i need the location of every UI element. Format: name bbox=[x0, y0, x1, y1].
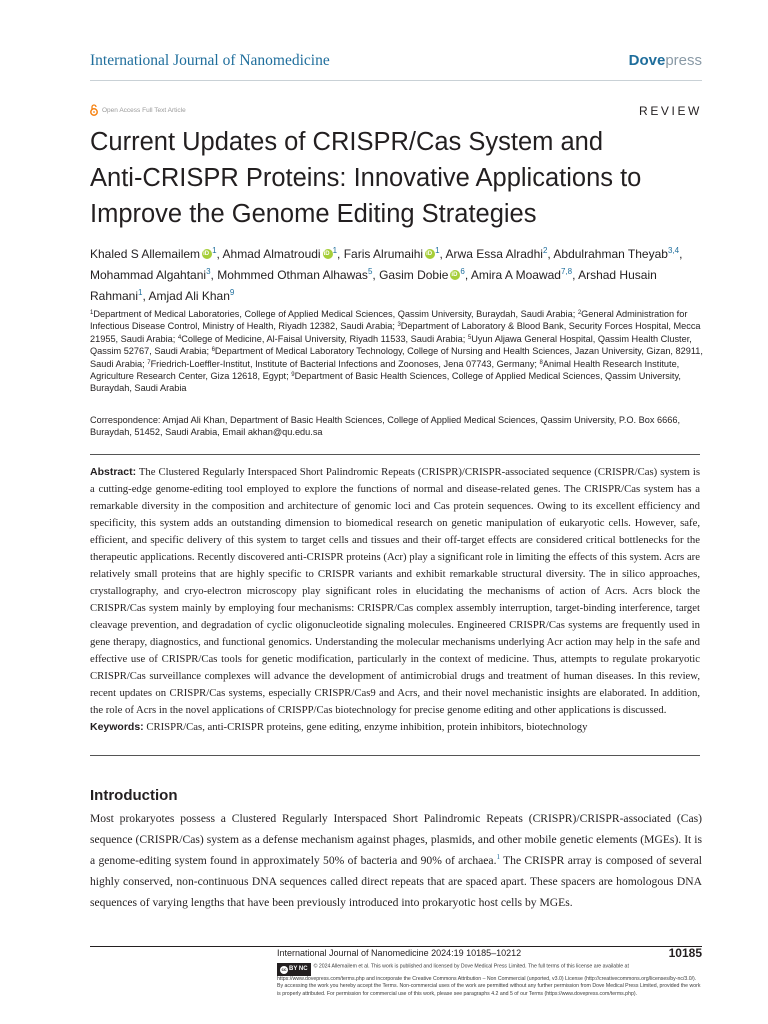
affiliation-text: Uyun Aljawa General Hospital, Qassim Health Cluster, Qassim 52767, Saudi Arabia; bbox=[90, 333, 692, 357]
abstract-section bbox=[90, 454, 700, 736]
affiliation-number: 1 bbox=[90, 310, 94, 316]
abstract bbox=[90, 464, 700, 719]
author-entry: Mohmmed Othman Alhawas$^5$, bbox=[217, 267, 380, 282]
author-affiliation-ref: 9 bbox=[229, 288, 235, 297]
author-entry: Arshad Husain Rahmani$^1$, bbox=[90, 268, 657, 303]
affiliation-number: 2 bbox=[577, 310, 582, 316]
affiliation-number: 9 bbox=[291, 372, 295, 379]
author-name[interactable]: Faris Alrumaihi bbox=[343, 247, 424, 261]
journal-name[interactable]: International Journal of Nanomedicine bbox=[90, 52, 330, 69]
author-name[interactable]: Mohmmed Othman Alhawas bbox=[217, 268, 368, 282]
author-affiliation-ref: 1 bbox=[332, 246, 338, 255]
open-access-icon bbox=[90, 104, 98, 116]
author-name[interactable]: Amira A Moawad bbox=[470, 268, 561, 282]
cc-badge-label: BY NC bbox=[289, 965, 308, 972]
author-affiliation-ref: 1 bbox=[212, 246, 217, 255]
abstract-divider bbox=[90, 755, 700, 756]
author-entry: Arwa Essa Alradhi$^2$, bbox=[445, 246, 554, 261]
keywords bbox=[90, 719, 700, 736]
publisher-logo[interactable] bbox=[629, 52, 702, 69]
author-list bbox=[90, 244, 710, 307]
reference-link[interactable]: 1 bbox=[496, 853, 500, 861]
section-heading-introduction: Introduction bbox=[90, 787, 178, 804]
cc-icon: cc bbox=[281, 966, 287, 972]
author-entry: Abdulrahman Theyab$^{3,4}$, bbox=[553, 246, 683, 261]
affiliation-text: Department of Laboratory & Blood Bank, Security Forces Hospital, Mecca 21955, Saudi Arabia; bbox=[90, 321, 701, 344]
license-notice bbox=[277, 963, 702, 998]
author-entry: Mohammad Algahtani$^3$, bbox=[90, 267, 218, 282]
affiliations bbox=[90, 308, 705, 395]
affiliation-text: Animal Health Research Institute, Agriculture Research Center, Giza 12618, Egypt; bbox=[90, 358, 680, 382]
article-title bbox=[90, 124, 730, 232]
affiliation-text: Department of Basic Health Sciences, College of Applied Medical Sciences, Qassim University, Buraydah, Saudi Arabia bbox=[90, 371, 681, 394]
publisher-logo-part2: press bbox=[665, 52, 702, 69]
author-name[interactable]: Arwa Essa Alradhi bbox=[445, 247, 543, 261]
orcid-icon[interactable] bbox=[425, 249, 435, 259]
author-affiliation-ref: 3 bbox=[206, 267, 211, 276]
cc-license-badge[interactable] bbox=[277, 963, 311, 976]
affiliation-text: Department of Medical Laboratory Technology, College of Nursing and Health Sciences, Jazan University, Gizan, 82911, Saudi Arabia; bbox=[90, 346, 703, 369]
open-access-row bbox=[90, 104, 186, 116]
affiliation-number: 3 bbox=[397, 322, 401, 329]
footer-citation: International Journal of Nanomedicine 2024:19 10185–10212 bbox=[277, 948, 522, 958]
introduction-paragraph bbox=[90, 808, 702, 913]
title-line: Anti-CRISPR Proteins: Innovative Applications to bbox=[90, 164, 642, 192]
affiliation-text: Friedrich-Loeffler-Institut, Institute of Bacterial Infections and Zoonoses, Jena 07743, Germany; bbox=[150, 358, 540, 369]
author-name[interactable]: Arshad Husain Rahmani bbox=[90, 268, 657, 303]
article-type: REVIEW bbox=[639, 104, 702, 118]
affiliation-text: Department of Medical Laboratories, College of Applied Medical Sciences, Qassim University, Buraydah, Saudi Arabia; bbox=[93, 309, 578, 319]
affiliation-number: 7 bbox=[147, 359, 151, 366]
author-name[interactable]: Abdulrahman Theyab bbox=[553, 247, 668, 261]
footer-divider bbox=[90, 946, 702, 947]
author-affiliation-ref: 2 bbox=[542, 246, 548, 255]
correspondence: Correspondence: Amjad Ali Khan, Department of Basic Health Sciences, College of Applied Medical Sciences, Qassim University, P.O. Box 6666, Buraydah, 51452, Saudi Arabia, Email akhan@qu.edu.sa bbox=[90, 415, 680, 438]
author-name[interactable]: Amjad Ali Khan bbox=[148, 289, 230, 303]
author-name[interactable]: Ahmad Almatroudi bbox=[222, 247, 321, 261]
affiliation-number: 8 bbox=[539, 359, 543, 366]
page-number: 10185 bbox=[668, 946, 702, 960]
header-divider bbox=[90, 80, 702, 81]
author-affiliation-ref: 1 bbox=[138, 288, 143, 297]
abstract-text: The Clustered Regularly Interspaced Short Palindromic Repeats (CRISPR)/CRISPR-associated sequence (CRISPR/Cas) system is a cutting-edge genome-editing tool employed to explore the functions of normal and disease-related genes. The CRISPR/Cas system has a remarkable diversity in the composition and architecture of genomic loci and Cas protein sequences. Owing to its excellent efficiency and specificity, this system adds an outstanding dimension to biomedical research on genetic manipulation of eukaryotic cells. However, safe, efficient, and specific delivery of this system to target cells and tissues and their off-target effects are considered critical bottlenecks for the therapeutic applications. Recently discovered anti-CRISPR proteins (Acr) play a significant role in limiting the effects of this system. Acrs are relatively small proteins that are highly specific to CRISPR variants and exhibit remarkable structural diversity. The in silico approaches, crystallography, and cryo-electron microscopy play significant roles in elucidating the mechanisms of action of Acrs. Acrs block the CRISPR/Cas system mainly by employing four mechanisms: CRISPR/Cas complex assembly interruption, target-binding interference, target cleavage prevention, and degradation of cyclic oligonucleotide signaling molecules. Engineered CRISPR/Cas systems are frequently used in gene therapy, diagnostics, and functional genomics. Understanding the molecular mechanisms underlying Acr action may help in the safe and effective use of CRISPR/Cas tools for genetic modification, particularly in the context of medicine. Thus, attempts to regulate prokaryotic CRISPR/Cas surveillance complexes will advance the development of antimicrobial drugs and treatment of human diseases. In this review, recent updates on CRISPR/Cas systems, especially CRISPR/Cas9 and Acrs, and their novel mechanistic insights are elaborated. In addition, the role of Acrs in the novel applications of CRISPP/Cas biotechnology for precise genome editing and other applications is discussed. bbox=[90, 466, 701, 716]
affiliation-text: General Administration for Infectious Disease Control, Ministry of Health, Riyadh 12382, Saudi Arabia; bbox=[90, 309, 688, 332]
title-line: Current Updates of CRISPR/Cas System and bbox=[90, 128, 604, 156]
author-entry: Amira A Moawad$^{7,8}$, bbox=[470, 267, 579, 282]
orcid-icon[interactable] bbox=[202, 249, 212, 259]
intro-text: The CRISPR array is composed of several highly conserved, non-continuous DNA sequences called direct repeats that are spaced apart. These spacers are homologous DNA sequences of varying lengths that have been previously introduced into prokaryotic host cells by MGEs. bbox=[90, 854, 702, 909]
orcid-icon[interactable] bbox=[323, 249, 333, 259]
affiliation-number: 4 bbox=[177, 334, 182, 341]
author-affiliation-ref: 6 bbox=[460, 267, 465, 276]
author-entry: Khaled S AllemailemiD $^1$, bbox=[90, 247, 223, 261]
orcid-icon[interactable] bbox=[450, 270, 460, 280]
author-affiliation-ref: 7,8 bbox=[560, 267, 573, 276]
affiliation-text: College of Medicine, Al-Faisal University, Riyadh 11533, Saudi Arabia; bbox=[181, 333, 468, 344]
author-name[interactable]: Gasim Dobie bbox=[379, 268, 449, 282]
author-affiliation-ref: 5 bbox=[367, 267, 373, 276]
author-entry: Faris AlrumaihiiD $^1$, bbox=[344, 247, 446, 261]
title-line: Improve the Genome Editing Strategies bbox=[90, 200, 537, 228]
keywords-label: Keywords: bbox=[90, 721, 144, 733]
author-name[interactable]: Mohammad Algahtani bbox=[90, 268, 207, 282]
intro-text: Most prokaryotes possess a Clustered Regularly Interspaced Short Palindromic Repeats (CRISPR)/CRISPR-associated (Cas) sequence (CRISPR/Cas) system as a defense mechanism against phages, plasmids, and other mobile genetic elements (MGEs). It is a genome-editing system found in approximately 50% of bacteria and 90% of archaea. bbox=[90, 812, 702, 867]
author-entry: Gasim DobieiD $^6$, bbox=[379, 268, 471, 282]
keywords-text: CRISPR/Cas, anti-CRISPR proteins, gene editing, enzyme inhibition, protein inhibitors, biotechnology bbox=[146, 721, 588, 733]
affiliation-number: 5 bbox=[467, 334, 472, 341]
author-entry bbox=[149, 289, 235, 303]
author-name[interactable]: Khaled S Allemailem bbox=[90, 247, 201, 261]
publisher-logo-part1: Dove bbox=[628, 52, 666, 69]
open-access-label: Open Access Full Text Article bbox=[102, 106, 186, 114]
license-text: © 2024 Allemailem et al. This work is published and licensed by Dove Medical Press Limited. The full terms of this license are available at https://www.dovepress.com/terms.php and incorporate the Creative Commons Attribution – Non Commercial (unported, v3.0) License (http://creativecommons.org/licenses/by-nc/3.0/). By accessing the work you hereby accept the Terms. Non-commercial uses of the work are permitted without any further permission from Dove Medical Press Limited, provided the work is properly attributed. For permission for commercial use of this work, please see paragraphs 4.2 and 5 of our Terms (https://www.dovepress.com/terms.php). bbox=[277, 963, 701, 997]
affiliation-number: 6 bbox=[211, 347, 215, 354]
author-affiliation-ref: 3,4 bbox=[667, 246, 680, 255]
abstract-label: Abstract: bbox=[90, 466, 137, 478]
author-entry: Ahmad AlmatroudiiD $^1$, bbox=[223, 247, 344, 261]
author-affiliation-ref: 1 bbox=[435, 246, 440, 255]
